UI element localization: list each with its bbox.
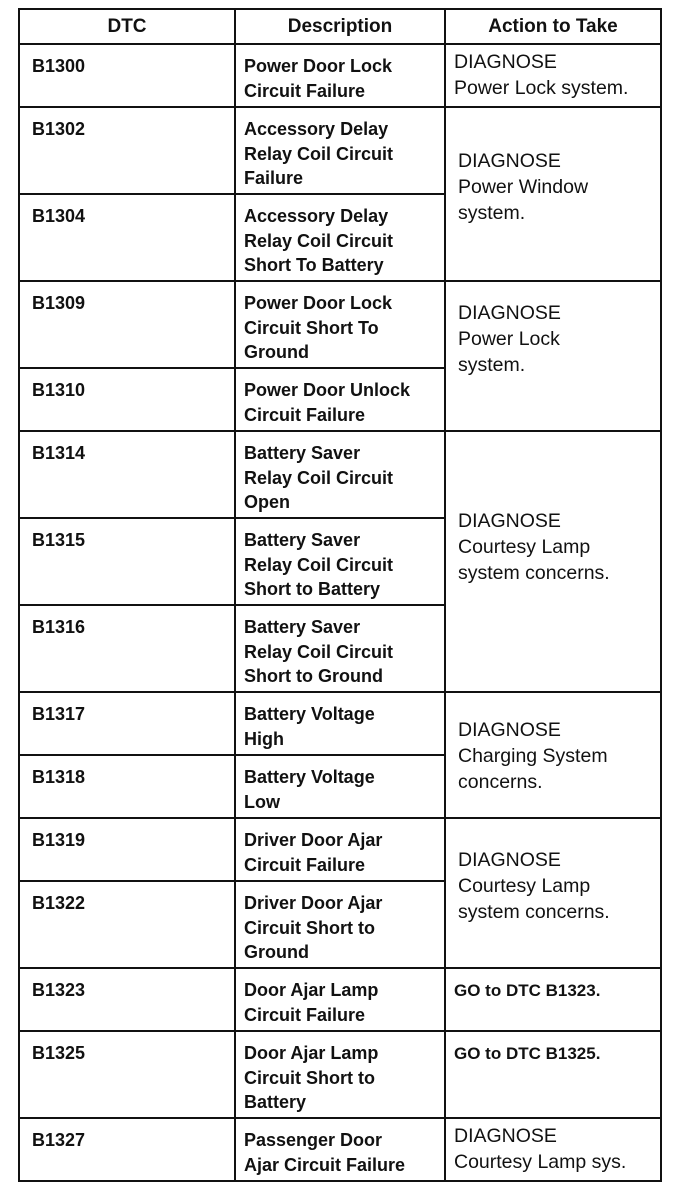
action-cell: DIAGNOSE Courtesy Lamp system concerns. [445, 818, 661, 968]
dtc-description: Door Ajar Lamp Circuit Short to Battery [235, 1031, 445, 1118]
dtc-code: B1300 [19, 44, 235, 107]
dtc-description: Door Ajar Lamp Circuit Failure [235, 968, 445, 1031]
dtc-code: B1325 [19, 1031, 235, 1118]
header-action: Action to Take [445, 9, 661, 44]
table-row [19, 1118, 661, 1181]
header-description: Description [235, 9, 445, 44]
action-cell: GO to DTC B1323. [445, 968, 661, 1031]
header-row [19, 9, 661, 44]
action-cell: DIAGNOSE Power Lock system. [445, 44, 661, 107]
dtc-description: Battery Saver Relay Coil Circuit Short to Ground [235, 605, 445, 692]
dtc-description: Passenger Door Ajar Circuit Failure [235, 1118, 445, 1181]
dtc-code: B1315 [19, 518, 235, 605]
dtc-description: Battery Voltage Low [235, 755, 445, 818]
dtc-description: Accessory Delay Relay Coil Circuit Short To Battery [235, 194, 445, 281]
dtc-description: Battery Voltage High [235, 692, 445, 755]
dtc-code: B1323 [19, 968, 235, 1031]
table-row [19, 692, 661, 755]
dtc-table-container [18, 8, 662, 1182]
action-cell: DIAGNOSE Courtesy Lamp sys. [445, 1118, 661, 1181]
dtc-code: B1314 [19, 431, 235, 518]
dtc-code: B1327 [19, 1118, 235, 1181]
action-cell: DIAGNOSE Power Lock system. [445, 281, 661, 431]
dtc-table [18, 8, 662, 1182]
table-row [19, 44, 661, 107]
dtc-description: Power Door Lock Circuit Failure [235, 44, 445, 107]
table-row [19, 431, 661, 518]
dtc-description: Accessory Delay Relay Coil Circuit Failure [235, 107, 445, 194]
dtc-code: B1302 [19, 107, 235, 194]
action-cell: DIAGNOSE Charging System concerns. [445, 692, 661, 818]
dtc-code: B1310 [19, 368, 235, 431]
dtc-code: B1319 [19, 818, 235, 881]
header-dtc: DTC [19, 9, 235, 44]
table-row [19, 1031, 661, 1118]
table-row [19, 281, 661, 368]
action-cell: DIAGNOSE Courtesy Lamp system concerns. [445, 431, 661, 692]
table-row [19, 818, 661, 881]
table-row [19, 107, 661, 194]
dtc-description: Power Door Unlock Circuit Failure [235, 368, 445, 431]
table-row [19, 968, 661, 1031]
dtc-code: B1322 [19, 881, 235, 968]
dtc-description: Power Door Lock Circuit Short To Ground [235, 281, 445, 368]
action-cell: GO to DTC B1325. [445, 1031, 661, 1118]
dtc-code: B1317 [19, 692, 235, 755]
dtc-description: Battery Saver Relay Coil Circuit Open [235, 431, 445, 518]
dtc-code: B1304 [19, 194, 235, 281]
dtc-code: B1318 [19, 755, 235, 818]
dtc-description: Driver Door Ajar Circuit Short to Ground [235, 881, 445, 968]
dtc-description: Battery Saver Relay Coil Circuit Short to Battery [235, 518, 445, 605]
dtc-code: B1316 [19, 605, 235, 692]
dtc-description: Driver Door Ajar Circuit Failure [235, 818, 445, 881]
dtc-code: B1309 [19, 281, 235, 368]
action-cell: DIAGNOSE Power Window system. [445, 107, 661, 281]
